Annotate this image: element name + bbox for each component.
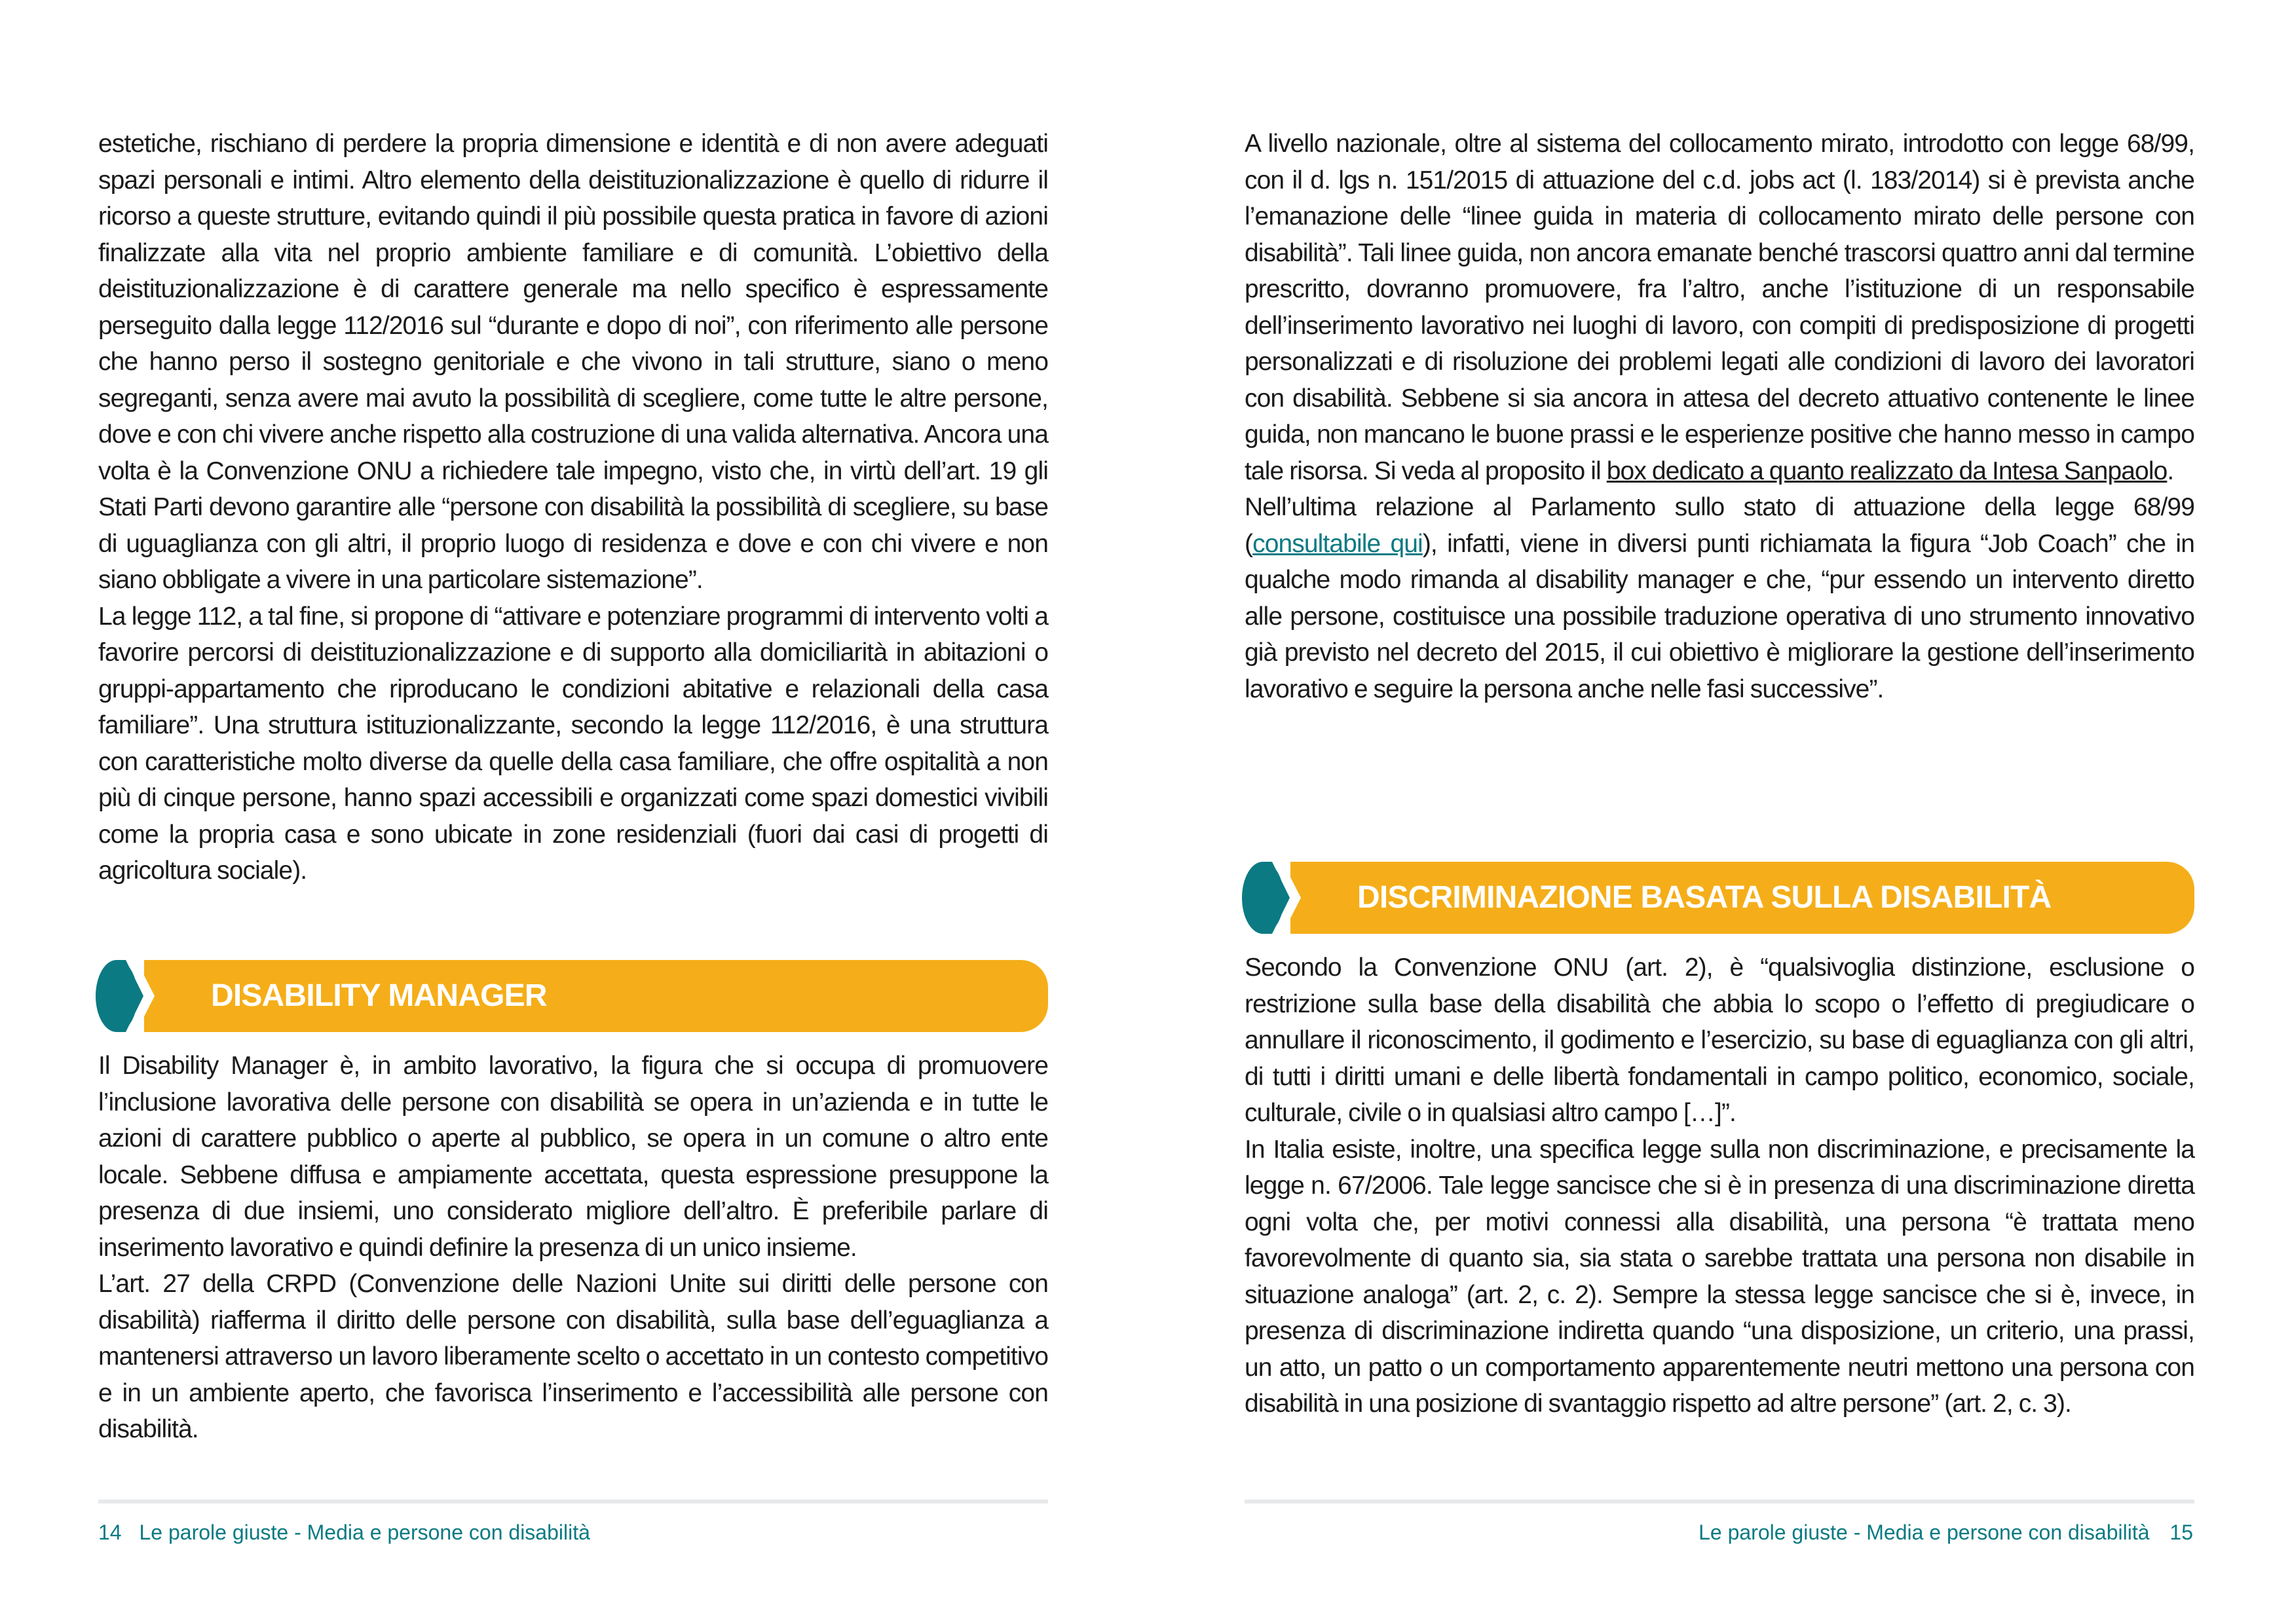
left-body-text bbox=[98, 126, 1048, 889]
intesa-sanpaolo-box-link[interactable]: box dedicato a quanto realizzato da Intesa Sanpaolo bbox=[1606, 456, 2168, 485]
paragraph-text: Nell’ultima relazione al Parlamento sullo stato di attuazione della legge 68/99 ( bbox=[1245, 493, 2194, 558]
paragraph: Il Disability Manager è, in ambito lavorativo, la figura che si occupa di promuovere l’inclusione lavorativa delle persone con disabilità se opera in un’azienda e in tutte le azioni di carattere pubblico o aperte al pubblico, se opera in un comune o altro ente locale. Sebbene diffusa e ampiamente accettata, questa espressione presuppone la presenza di due insiemi, uno considerato migliore dell’altro. È preferibile parlare di inserimento lavorativo e quindi definire la presenza di un unico insieme. bbox=[98, 1052, 1048, 1262]
consultabile-qui-link[interactable]: consultabile qui bbox=[1252, 529, 1423, 558]
paragraph-text: A livello nazionale, oltre al sistema del collocamento mirato, introdotto con legge 68/99, con il d. lgs n. 151/2015 di attuazione del c.d. jobs act (l. 183/2014) si è prevista anche l’emanazione delle “linee guida in materia di collocamento mirato delle persone con disabilità”. Tali linee guida, non ancora emanate benché trascorsi quattro anni dal termine prescritto, dovranno promuovere, fra l’altro, anche l’istituzione di un responsabile dell’inserimento lavorativo nei luoghi di lavoro, con compiti di predisposizione di progetti personalizzati e di risoluzione dei problemi legati alle condizioni di lavoro dei lavoratori con disabilità. Sebbene si sia ancora in attesa del decreto attuativo contenente le linee guida, non mancano le buone prassi e le esperienze positive che hanno messo in campo tale risorsa. Si veda al proposito il bbox=[1245, 130, 2194, 485]
chevron-badge-icon bbox=[1242, 862, 1301, 934]
paragraph-text: ), infatti, viene in diversi punti richiamata la figura “Job Coach” che in qualche modo rimanda al disability manager e che, “pur essendo un intervento diretto alle persone, costituisce una possibile traduzione operativa di uno strumento innovativo già previsto nel decreto del 2015, il cui obiettivo è migliorare la gestione dell’inserimento lavorativo e seguire la persona anche nelle fasi successive”. bbox=[1245, 529, 2194, 703]
footer-title: Le parole giuste - Media e persone con disabilità bbox=[1699, 1521, 2150, 1544]
footer-divider bbox=[98, 1500, 1048, 1504]
paragraph: Secondo la Convenzione ONU (art. 2), è “qualsivoglia distinzione, esclusione o restrizione sulla base della disabilità che abbia lo scopo o l’effetto di pregiudicare o annullare il riconoscimento, il godimento e l’esercizio, su base di eguaglianza con gli altri, di tutti i diritti umani e delle libertà fondamentali in campo politico, economico, sociale, culturale, civile o in qualsiasi altro campo […]”. bbox=[1245, 953, 2194, 1127]
section-header bbox=[1245, 862, 2194, 934]
paragraph: La legge 112, a tal fine, si propone di “attivare e potenziare programmi di intervento volti a favorire percorsi di deistituzionalizzazione e di supporto alla domiciliarità in abitazioni o gruppi-appartamento che riproducano le condizioni abitative e relazionali della casa familiare”. Una struttura istituzionalizzante, secondo la legge 112/2016, è una struttura con caratteristiche molto diverse da quelle della casa familiare, che offre ospitalità a non più di cinque persone, hanno spazi accessibili e organizzati come spazi domestici vivibili come la propria casa e sono ubicate in zone residenziali (fuori dai casi di progetti di agricoltura sociale). bbox=[98, 602, 1048, 885]
chevron-badge-icon bbox=[96, 960, 155, 1032]
footer-title: Le parole giuste - Media e persone con disabilità bbox=[139, 1521, 590, 1544]
page-footer bbox=[98, 1521, 590, 1545]
section-body bbox=[1245, 950, 2194, 1422]
page-number: 14 bbox=[98, 1521, 122, 1544]
section-header bbox=[98, 960, 1048, 1032]
page-footer bbox=[1699, 1521, 2193, 1545]
section-discriminazione bbox=[1245, 862, 2194, 1422]
footer-divider bbox=[1245, 1500, 2194, 1504]
section-title: DISABILITY MANAGER bbox=[211, 978, 547, 1013]
section-disability-manager bbox=[98, 960, 1048, 1448]
paragraph: L’art. 27 della CRPD (Convenzione delle Nazioni Unite sui diritti delle persone con disabilità) riafferma il diritto delle persone con disabilità, sulla base dell’eguaglianza a mantenersi attraverso un lavoro liberamente scelto o accettato in un contesto competitivo e in un ambiente aperto, che favorisca l’inserimento e l’accessibilità alle persone con disabilità. bbox=[98, 1270, 1048, 1443]
right-page bbox=[1145, 0, 2290, 1624]
paragraph: In Italia esiste, inoltre, una specifica legge sulla non discriminazione, e precisamente la legge n. 67/2006. Tale legge sancisce che si è in presenza di una discriminazione diretta ogni volta che, per motivi connessi alla disabilità, una persona “è trattata meno favorevolmente di quanto sia, sia stata o sarebbe trattata una persona non disabile in situazione analoga” (art. 2, c. 2). Sempre la stessa legge sancisce che si è, invece, in presenza di discriminazione indiretta quando “una disposizione, un criterio, una prassi, un atto, un patto o un comportamento apparentemente neutri mettono una persona con disabilità in una posizione di svantaggio rispetto ad altre persone” (art. 2, c. 3). bbox=[1245, 1135, 2194, 1418]
page-number: 15 bbox=[2169, 1521, 2193, 1544]
paragraph bbox=[1245, 489, 2194, 707]
paragraph: estetiche, rischiano di perdere la propria dimensione e identità e di non avere adeguati spazi personali e intimi. Altro elemento della deistituzionalizzazione è quello di ridurre il ricorso a queste strutture, evitando quindi il più possibile questa pratica in favore di azioni finalizzate alla vita nel proprio ambiente familiare e di comunità. L’obiettivo della deistituzionalizzazione è di carattere generale ma nello specifico è espressamente perseguito dalla legge 112/2016 sul “durante e dopo di noi”, con riferimento alle persone che hanno perso il sostegno genitoriale e che vivono in tali strutture, siano o meno segreganti, senza avere mai avuto la possibilità di scegliere, come tutte le altre persone, dove e con chi vivere anche rispetto alla costruzione di una valida alternativa. Ancora una volta è la Convenzione ONU a richiedere tale impegno, visto che, in virtù dell’art. 19 gli Stati Parti devono garantire alle “persone con disabilità la possibilità di scegliere, su base di uguaglianza con gli altri, il proprio luogo di residenza e dove e con chi vivere e non siano obbligate a vivere in una particolare sistemazione”. bbox=[98, 130, 1048, 594]
section-body bbox=[98, 1048, 1048, 1448]
paragraph-text: . bbox=[2167, 456, 2174, 485]
right-body-text bbox=[1245, 126, 2194, 707]
section-title: DISCRIMINAZIONE BASATA SULLA DISABILITÀ bbox=[1357, 880, 2052, 915]
paragraph bbox=[1245, 126, 2194, 489]
